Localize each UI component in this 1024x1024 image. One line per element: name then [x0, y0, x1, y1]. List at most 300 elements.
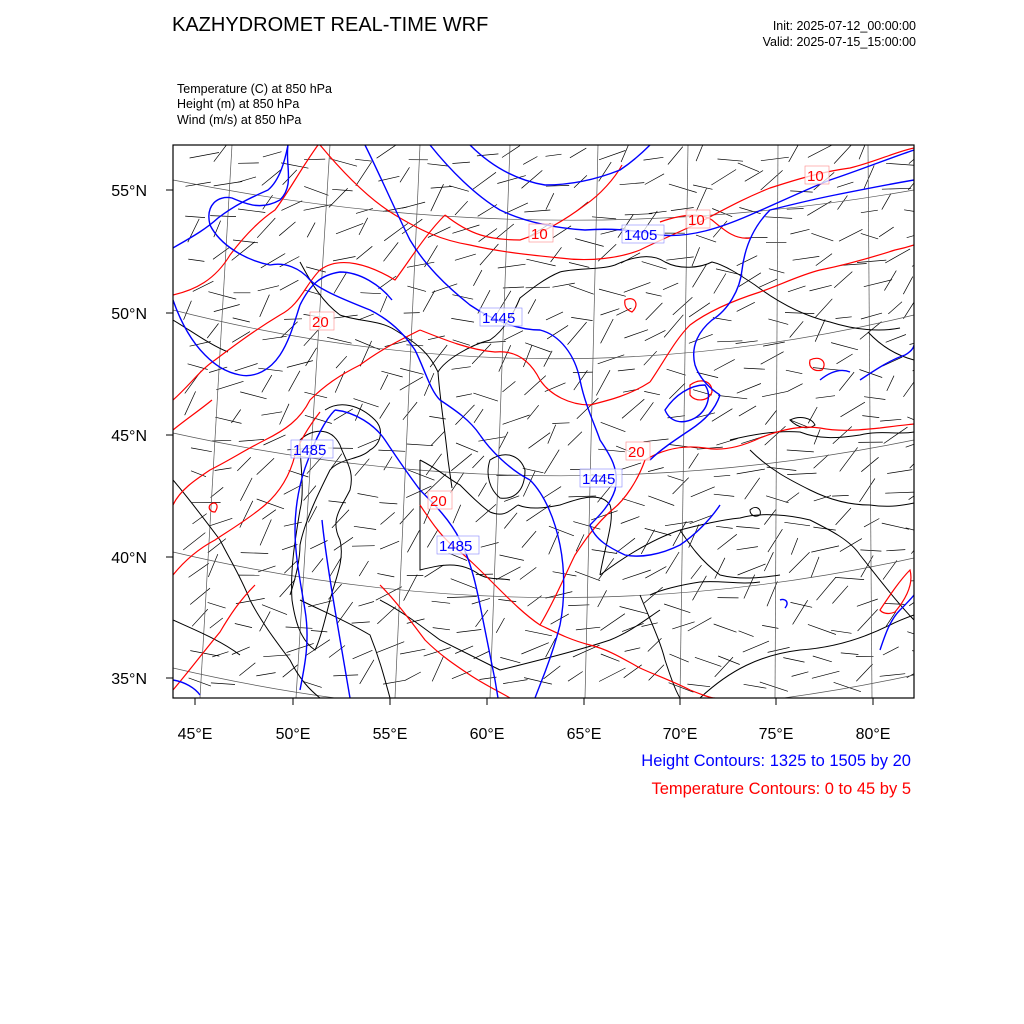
- wind-barb: [765, 410, 776, 424]
- wind-barb: [645, 567, 666, 579]
- wind-barb: [831, 343, 858, 350]
- wind-barb: [648, 496, 674, 506]
- wind-barb: [592, 217, 616, 219]
- wind-barb: [404, 313, 420, 314]
- wind-barb: [810, 285, 832, 291]
- wind-barb: [792, 672, 809, 677]
- wind-barb: [646, 303, 663, 320]
- lat-label: 55°N: [111, 183, 147, 200]
- wind-barb: [504, 513, 517, 529]
- wind-barb: [281, 201, 302, 211]
- wind-barb: [718, 656, 740, 665]
- height-contours-legend: Height Contours: 1325 to 1505 by 20: [641, 752, 911, 770]
- wind-barb: [862, 416, 879, 418]
- wind-barb: [380, 296, 387, 312]
- wind-barb: [381, 371, 402, 377]
- wind-barb: [837, 182, 853, 187]
- wind-barb: [886, 550, 905, 551]
- wind-barb: [787, 450, 814, 452]
- wind-barb: [546, 193, 554, 209]
- wind-barb: [524, 678, 552, 685]
- wind-barb: [831, 630, 851, 633]
- wind-barb: [648, 638, 662, 651]
- wind-barb: [214, 139, 231, 162]
- init-time: Init: 2025-07-12_00:00:00: [772, 19, 916, 33]
- wind-barb: [548, 425, 556, 444]
- wind-barb: [575, 239, 604, 247]
- wind-barb: [664, 604, 690, 613]
- wind-barb: [814, 455, 829, 468]
- wind-barb: [737, 302, 755, 311]
- wind-barb: [793, 600, 808, 624]
- wind-barb: [427, 530, 438, 548]
- wind-barb: [357, 246, 373, 259]
- wind-barb: [663, 283, 678, 290]
- wind-barb: [668, 476, 684, 481]
- wind-barb: [714, 274, 726, 294]
- wind-barb: [864, 519, 879, 527]
- wind-barb: [625, 648, 641, 652]
- wind-barb: [353, 650, 373, 659]
- wind-barb: [188, 259, 204, 261]
- wind-barb: [496, 224, 513, 238]
- wind-barb: [432, 657, 443, 682]
- wind-barb: [599, 162, 612, 181]
- wind-barb: [473, 270, 482, 286]
- wind-barb: [407, 286, 426, 291]
- wind-barb: [212, 652, 228, 657]
- wind-barb: [457, 630, 482, 633]
- wind-barb: [526, 287, 550, 288]
- wind-barb: [644, 391, 660, 394]
- wind-barb: [833, 427, 852, 444]
- wind-barb: [329, 188, 348, 207]
- wind-barb: [761, 157, 789, 161]
- wind-barb: [570, 148, 586, 158]
- wind-barb: [239, 663, 255, 676]
- wind-barb: [449, 186, 469, 192]
- wind-barb: [455, 405, 474, 425]
- wind-barb: [473, 393, 498, 401]
- wind-barb: [912, 651, 930, 655]
- wind-barb: [503, 680, 527, 684]
- wind-barb: [907, 417, 924, 424]
- wind-barb: [712, 409, 733, 422]
- wind-barb: [262, 510, 276, 520]
- wind-barb: [498, 264, 526, 268]
- wind-barb: [761, 352, 784, 365]
- wind-barb: [551, 247, 562, 262]
- wind-barb: [405, 672, 421, 681]
- wind-barb: [521, 643, 548, 654]
- wind-barb: [432, 601, 451, 603]
- wind-barb: [503, 381, 516, 392]
- wind-barb: [498, 599, 516, 601]
- wind-barb: [456, 394, 472, 397]
- wind-barb: [377, 574, 394, 577]
- wind-barb: [191, 448, 212, 452]
- wind-barb: [215, 417, 241, 423]
- wind-barb: [668, 147, 683, 165]
- wind-barb: [354, 399, 379, 407]
- wind-barb: [716, 439, 737, 446]
- map-title: KAZHYDROMET REAL-TIME WRF: [172, 14, 489, 36]
- wind-barb: [568, 432, 582, 446]
- wind-barb: [403, 402, 417, 420]
- wind-barb: [785, 313, 814, 314]
- wind-barb: [213, 247, 230, 259]
- wind-barb: [886, 335, 906, 343]
- wind-barb: [330, 159, 357, 167]
- wind-barb: [472, 172, 496, 190]
- wind-barb: [907, 230, 933, 238]
- wind-barb: [283, 170, 297, 185]
- wind-barb: [888, 302, 902, 314]
- field-temperature: Temperature (C) at 850 hPa: [177, 82, 332, 96]
- wind-barb: [190, 153, 219, 159]
- wind-barb: [522, 531, 536, 548]
- wind-barb: [240, 478, 252, 501]
- wind-barb: [687, 684, 710, 687]
- wind-barb: [861, 210, 878, 213]
- wind-barb: [523, 157, 537, 165]
- wind-barb: [376, 642, 404, 653]
- wind-barb: [837, 354, 853, 364]
- wind-barb: [786, 493, 799, 503]
- wind-barb: [334, 272, 347, 293]
- wind-barb: [737, 469, 765, 474]
- wind-barb: [280, 257, 300, 267]
- wind-barb: [787, 209, 804, 210]
- wind-barb: [644, 439, 669, 442]
- wind-barb: [238, 209, 265, 213]
- wind-barb: [312, 558, 323, 572]
- wind-barb: [503, 415, 530, 424]
- wind-barb: [402, 202, 425, 208]
- wind-barb: [622, 399, 644, 418]
- wind-barb: [739, 406, 756, 416]
- country-borders: [173, 257, 914, 698]
- wind-barb: [620, 183, 645, 185]
- wind-barb: [664, 315, 683, 338]
- wind-barb: [524, 376, 545, 395]
- wind-barb: [816, 396, 835, 399]
- wind-barb: [455, 254, 476, 260]
- wind-barb: [815, 299, 832, 318]
- wind-barb: [883, 647, 899, 655]
- wind-barb: [377, 145, 396, 158]
- wind-barb: [529, 433, 551, 449]
- wind-barb: [568, 672, 583, 682]
- wind-barb: [280, 280, 299, 290]
- wind-barb: [666, 257, 693, 260]
- wind-barb: [287, 643, 314, 652]
- wind-barb: [523, 468, 544, 473]
- wind-barb: [745, 478, 760, 499]
- height-contour-label: 1445: [482, 310, 516, 327]
- wind-barb: [332, 189, 352, 191]
- wind-barb: [864, 397, 885, 400]
- wind-barb: [817, 578, 836, 601]
- wind-barb: [646, 293, 662, 297]
- lon-label: 65°E: [566, 726, 602, 743]
- wind-barb: [235, 624, 252, 628]
- wind-barb: [879, 227, 894, 237]
- wind-barb: [311, 631, 327, 632]
- wind-barb: [216, 381, 243, 390]
- wind-barb: [834, 272, 852, 288]
- wind-barb: [622, 499, 644, 506]
- wind-barb: [745, 171, 763, 182]
- wind-barb: [811, 546, 839, 552]
- wind-barb: [337, 602, 353, 624]
- wind-barb: [472, 344, 491, 364]
- wind-barb: [263, 336, 287, 340]
- wind-barb: [909, 593, 927, 606]
- wind-barb: [497, 176, 526, 184]
- wind-barb: [642, 262, 667, 270]
- wind-barb: [381, 512, 395, 524]
- wind-barb: [451, 454, 472, 471]
- wind-barb: [813, 656, 832, 662]
- wind-barb: [811, 233, 833, 241]
- wind-barb: [903, 296, 917, 318]
- wind-barb: [666, 552, 679, 574]
- wind-barb: [360, 293, 380, 294]
- wind-barb: [808, 624, 836, 634]
- temperature-contour-label: 20: [430, 493, 447, 510]
- lat-label: 40°N: [111, 550, 147, 567]
- wind-barb: [284, 319, 302, 320]
- wind-barb: [790, 321, 804, 337]
- wind-barb: [599, 151, 625, 160]
- wind-barb: [214, 305, 240, 312]
- wind-barb: [546, 154, 562, 156]
- wind-barb: [360, 341, 371, 366]
- wind-barb: [258, 286, 279, 291]
- wind-barb: [910, 339, 933, 345]
- wind-barb: [857, 599, 878, 606]
- wind-barb: [184, 301, 192, 320]
- wind-barb: [884, 271, 896, 291]
- wind-barb: [208, 292, 236, 299]
- wind-barb: [787, 473, 816, 475]
- wind-barb: [743, 641, 769, 652]
- wind-barb: [210, 518, 233, 526]
- wind-barb: [431, 187, 452, 189]
- wind-barb: [424, 648, 451, 657]
- wind-barb: [864, 165, 874, 188]
- wind-barb: [791, 538, 798, 555]
- wind-barb: [693, 576, 707, 601]
- wind-barb: [235, 364, 258, 371]
- wind-barb: [689, 334, 713, 343]
- wind-barb: [598, 449, 625, 452]
- wind-barb: [882, 194, 891, 210]
- wind-barb: [691, 565, 702, 579]
- wind-barb: [355, 459, 369, 476]
- wind-barb: [811, 557, 819, 578]
- wind-barb: [546, 312, 563, 320]
- wind-barb: [472, 598, 490, 604]
- wind-barb: [621, 140, 630, 162]
- wind-barb: [711, 170, 736, 186]
- wind-barb: [189, 563, 209, 577]
- wind-barb: [695, 657, 721, 666]
- wind-barb: [520, 567, 536, 579]
- wind-barb: [549, 526, 574, 536]
- wind-barb: [407, 444, 433, 446]
- wind-barb: [783, 658, 804, 663]
- wind-barb: [503, 287, 524, 288]
- wind-barb: [568, 605, 589, 606]
- wind-barb: [598, 355, 625, 364]
- wind-barb: [601, 614, 625, 631]
- wind-barb: [714, 624, 737, 632]
- wind-barb: [839, 372, 854, 391]
- wind-barb: [599, 289, 626, 296]
- wind-barb: [836, 508, 851, 525]
- wind-barb: [453, 340, 470, 346]
- wind-barb: [333, 257, 356, 261]
- wind-barb: [808, 407, 817, 423]
- wind-barb: [885, 249, 910, 263]
- wind-barb: [693, 185, 712, 189]
- wind-barb: [907, 632, 929, 639]
- wind-barb: [838, 196, 848, 210]
- wind-barb: [882, 188, 911, 189]
- wind-barb: [737, 256, 758, 266]
- wind-barb: [474, 409, 483, 423]
- wind-barb: [909, 490, 923, 500]
- wind-barb: [886, 163, 916, 165]
- wind-barb: [769, 269, 785, 273]
- wind-barb: [841, 402, 865, 417]
- wind-barb: [354, 526, 376, 529]
- wind-barb: [689, 453, 699, 468]
- wind-barb: [502, 146, 520, 158]
- valid-time: Valid: 2025-07-15_15:00:00: [762, 35, 916, 49]
- wind-barb: [546, 592, 573, 599]
- wind-barb: [910, 456, 923, 469]
- wind-barb: [691, 487, 715, 497]
- wind-barb: [808, 145, 832, 157]
- wind-barb: [913, 359, 932, 371]
- wind-barb: [696, 138, 706, 161]
- field-wind: Wind (m/s) at 850 hPa: [177, 113, 302, 127]
- wind-barb: [790, 229, 809, 234]
- wind-barb: [241, 553, 269, 554]
- wind-barb: [791, 602, 813, 607]
- wind-barb: [766, 496, 789, 503]
- wind-barb: [788, 286, 806, 292]
- wind-barb: [211, 683, 235, 685]
- wind-barb: [231, 410, 240, 423]
- wind-barb: [427, 164, 447, 166]
- wind-barb: [262, 605, 287, 615]
- wind-barb: [768, 319, 788, 325]
- wind-barb: [355, 159, 373, 161]
- wind-barb: [640, 402, 653, 420]
- wind-barb: [835, 577, 864, 579]
- wind-barb: [716, 526, 733, 528]
- wind-barb: [717, 341, 742, 342]
- wind-barb: [903, 277, 913, 295]
- wind-barb: [525, 343, 551, 352]
- wind-barb: [718, 396, 747, 399]
- wind-barb: [334, 537, 353, 550]
- temperature-contour-label: 20: [628, 444, 645, 461]
- wind-barb: [456, 443, 478, 452]
- wind-barb: [784, 522, 810, 526]
- wind-barb: [240, 501, 253, 528]
- wind-barb: [528, 299, 536, 313]
- wind-barb: [332, 510, 349, 528]
- wind-barb: [813, 368, 841, 371]
- wind-barb: [864, 280, 892, 287]
- wind-barb: [260, 520, 271, 546]
- wind-barb: [836, 317, 852, 319]
- wind-barb: [358, 314, 373, 320]
- wind-barb: [882, 523, 909, 529]
- wind-barb: [906, 528, 932, 536]
- wind-barb: [644, 351, 657, 365]
- wind-barb: [573, 372, 593, 373]
- wind-barb: [861, 313, 882, 319]
- wind-barb: [525, 630, 552, 636]
- wind-barb: [670, 654, 689, 662]
- temperature-contour-label: 10: [807, 168, 824, 185]
- wind-barb: [358, 494, 379, 498]
- wind-barb: [524, 210, 550, 212]
- wind-barb: [834, 144, 853, 164]
- wind-barb: [645, 330, 666, 340]
- lon-label: 50°E: [275, 726, 311, 743]
- wind-barb: [764, 509, 776, 524]
- wind-barb: [404, 575, 418, 601]
- wind-barb: [451, 579, 477, 589]
- wind-barb: [238, 177, 256, 182]
- wind-barb: [909, 153, 921, 164]
- wind-barb: [552, 283, 574, 287]
- wind-barb: [672, 622, 694, 629]
- wind-barb: [621, 463, 641, 470]
- wind-barb: [258, 566, 276, 572]
- wind-barb: [621, 517, 640, 524]
- wind-barb: [718, 159, 744, 161]
- wind-barb: [812, 671, 840, 678]
- wind-barb: [384, 242, 399, 261]
- wind-barb: [793, 256, 820, 260]
- wind-barb: [712, 209, 732, 217]
- wind-barb: [571, 317, 592, 320]
- wind-barb: [599, 668, 625, 682]
- wind-barb: [496, 567, 520, 580]
- wind-barb: [880, 419, 901, 421]
- wind-barb: [762, 391, 788, 396]
- wind-barb: [263, 152, 282, 157]
- wind-barb: [352, 546, 375, 547]
- wind-barb: [379, 503, 397, 504]
- wind-barb: [841, 653, 859, 655]
- wind-barb: [208, 602, 226, 608]
- wind-barb: [738, 163, 759, 172]
- wind-barb: [744, 368, 765, 369]
- wind-barb: [789, 137, 803, 162]
- wind-barb: [815, 319, 825, 341]
- wind-barb: [279, 222, 295, 236]
- wind-barb: [696, 235, 716, 242]
